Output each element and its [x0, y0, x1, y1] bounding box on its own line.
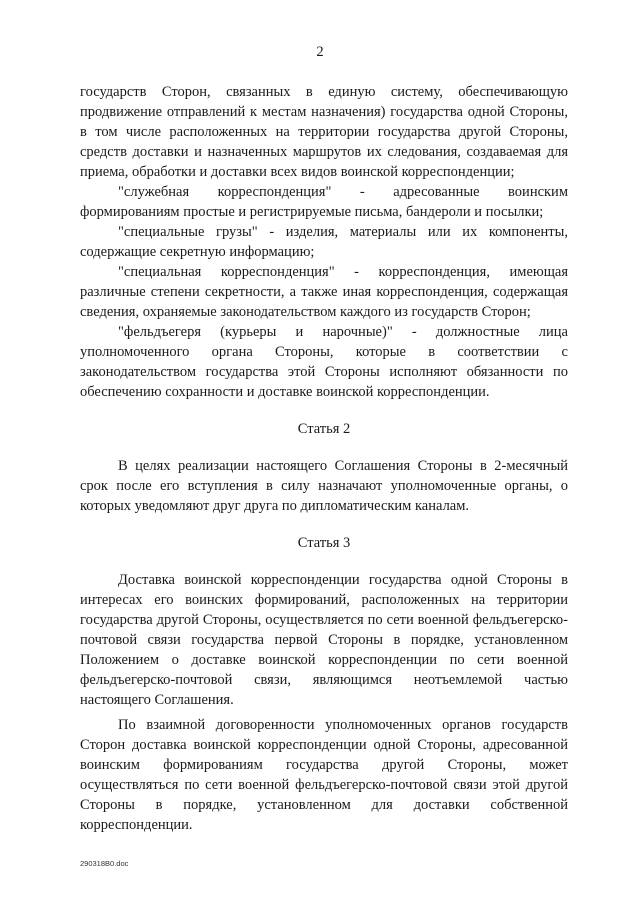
- article-3-title: Статья 3: [297, 535, 351, 551]
- article-2-title: Статья 2: [297, 421, 351, 437]
- footer-file-code: 290318B0.doc: [80, 859, 129, 868]
- definition-special-cargo: "специальные грузы" - изделия, материалы или их компоненты, содержащие секретную информацию;: [80, 224, 568, 260]
- document-body: [80, 82, 568, 835]
- article-2-paragraph: В целях реализации настоящего Соглашения Стороны в 2-месячный срок после его вступления в силу назначают уполномоченные органы, о которых уведомляют друг друга по дипломатическим каналам.: [80, 458, 568, 514]
- article-3-paragraph-2: По взаимной договоренности уполномоченных органов государств Сторон доставка воинской корреспонденции одной Стороны, адресованной воинским формированиям государства другой Стороны, может осуществляться по сети военной фельдъегерско-почтовой связи этой другой Стороны в порядке, установленном для доставки собственной корреспонденции.: [80, 717, 568, 833]
- article-3-paragraph-1: Доставка воинской корреспонденции государства одной Стороны в интересах его воинских формирований, расположенных на территории государства другой Стороны, осуществляется по сети военной фельдъегерско-почтовой связи государства первой Стороны в порядке, установленном Положением о доставке воинской корреспонденции по сети военной фельдъегерско-почтовой связи, являющимся неотъемлемой частью настоящего Соглашения.: [80, 572, 568, 708]
- definition-couriers: "фельдъегеря (курьеры и нарочные)" - должностные лица уполномоченного органа Стороны, которые в соответствии с законодательством государства этой Стороны исполняют обязанности по обеспечению сохранности и доставке воинской корреспонденции.: [80, 324, 568, 400]
- definition-special-correspondence: "специальная корреспонденция" - корреспонденция, имеющая различные степени секретности, а также иная корреспонденция, содержащая сведения, охраняемые законодательством каждого из государств Сторон;: [80, 264, 568, 320]
- definition-service-correspondence: "служебная корреспонденция" - адресованные воинским формированиям простые и регистрируемые письма, бандероли и посылки;: [80, 184, 568, 220]
- page-number: 2: [316, 44, 324, 60]
- definitions-continued: государств Сторон, связанных в единую систему, обеспечивающую продвижение отправлений к местам назначения) государства одной Стороны, в том числе расположенных на территории государства другой Стороны, средств доставки и назначенных маршрутов их следования, создаваемая для приема, обработки и доставки всех видов воинской корреспонденции;: [80, 84, 568, 180]
